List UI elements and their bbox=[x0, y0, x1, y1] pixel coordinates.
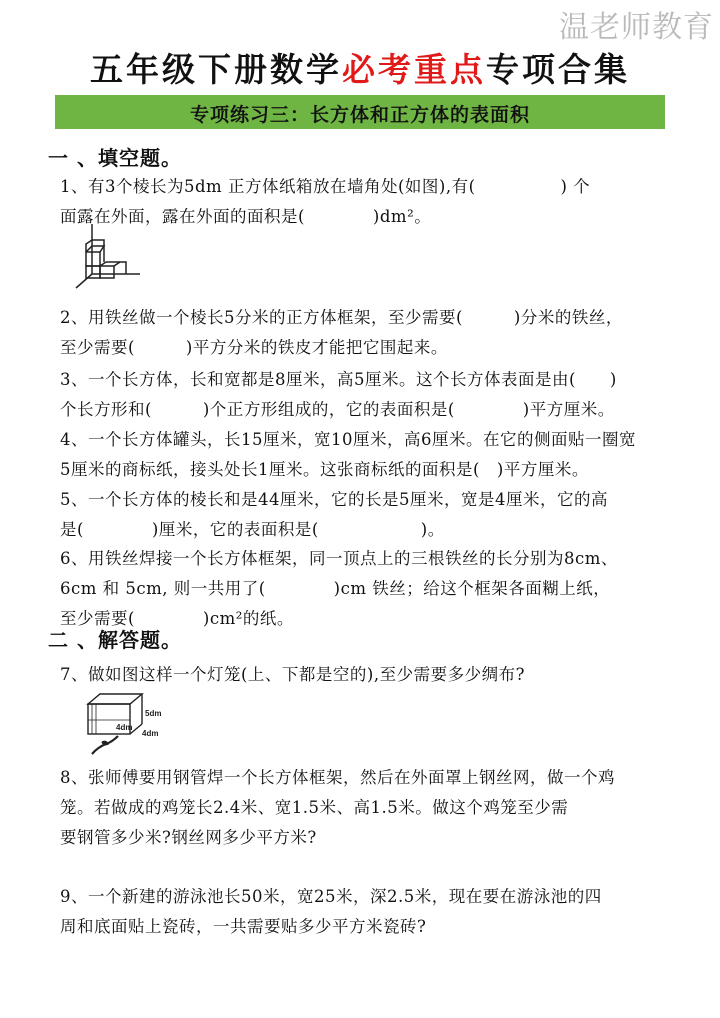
question-5-line-1: 5、一个长方体的棱长和是44厘米，它的长是5厘米，宽是4厘米，它的高 bbox=[60, 490, 608, 509]
question-6-line-3: 至少需要( )cm²的纸。 bbox=[60, 609, 294, 628]
question-3-line-1: 3、一个长方体，长和宽都是8厘米，高5厘米。这个长方体表面是由( ) bbox=[60, 370, 617, 389]
question-4-line-1: 4、一个长方体罐头，长15厘米，宽10厘米，高6厘米。在它的侧面贴一圈宽 bbox=[60, 430, 636, 449]
question-9-line-1: 9、一个新建的游泳池长50米，宽25米，深2.5米，现在要在游泳池的四 bbox=[60, 887, 602, 906]
title-part2: 专项合集 bbox=[486, 50, 630, 89]
lantern-width-label: 4dm bbox=[142, 729, 159, 738]
question-1-line-1: 1、有3个棱长为5dm 正方体纸箱放在墙角处(如图),有( ) 个 bbox=[60, 177, 591, 196]
question-9-line-2: 周和底面贴上瓷砖，一共需要贴多少平方米瓷砖? bbox=[60, 917, 427, 936]
question-1-line-2: 面露在外面，露在外面的面积是( )dm²。 bbox=[60, 207, 432, 226]
title-highlight: 必考重点 bbox=[342, 50, 486, 89]
banner-text: 专项练习三：长方体和正方体的表面积 bbox=[189, 104, 530, 126]
question-7-line-1: 7、做如图这样一个灯笼(上、下都是空的),至少需要多少绸布? bbox=[60, 665, 525, 684]
page-title bbox=[0, 44, 720, 91]
cubes-in-corner-figure bbox=[70, 222, 150, 292]
question-8-line-1: 8、张师傅要用钢管焊一个长方体框架，然后在外面罩上钢丝网，做一个鸡 bbox=[60, 768, 615, 787]
question-6-line-2: 6cm 和 5cm, 则一共用了( )cm 铁丝；给这个框架各面糊上纸， bbox=[60, 579, 611, 598]
question-8-line-3: 要钢管多少米?钢丝网多少平方米? bbox=[60, 828, 317, 847]
question-8-line-2: 笼。若做成的鸡笼长2.4米、宽1.5米、高1.5米。做这个鸡笼至少需 bbox=[60, 798, 569, 817]
section-fill-blank: 一 、填空题。 bbox=[48, 146, 182, 170]
question-7 bbox=[60, 660, 672, 690]
question-2-line-2: 至少需要( )平方分米的铁皮才能把它围起来。 bbox=[60, 338, 448, 357]
lantern-height-label: 5dm bbox=[145, 709, 162, 718]
question-9 bbox=[60, 882, 672, 942]
question-1 bbox=[60, 172, 672, 232]
question-4 bbox=[60, 425, 672, 485]
question-6-line-1: 6、用铁丝焊接一个长方体框架，同一顶点上的三根铁丝的长分别为8cm、 bbox=[60, 549, 618, 568]
question-8 bbox=[60, 763, 672, 853]
lantern-box-figure bbox=[80, 690, 180, 760]
lantern-length-label: 4dm bbox=[116, 723, 133, 732]
watermark: 温老师教育 bbox=[559, 10, 714, 45]
question-2 bbox=[60, 303, 672, 363]
question-4-line-2: 5厘米的商标纸，接头处长1厘米。这张商标纸的面积是( )平方厘米。 bbox=[60, 460, 589, 479]
topic-banner bbox=[55, 95, 665, 129]
question-2-line-1: 2、用铁丝做一个棱长5分米的正方体框架，至少需要( )分米的铁丝， bbox=[60, 308, 623, 327]
question-6 bbox=[60, 544, 672, 634]
section-solve: 二 、解答题。 bbox=[48, 628, 182, 652]
title-part1: 五年级下册数学 bbox=[90, 50, 342, 89]
question-5-line-2: 是( )厘米，它的表面积是( )。 bbox=[60, 520, 445, 539]
question-3-line-2: 个长方形和( )个正方形组成的，它的表面积是( )平方厘米。 bbox=[60, 400, 615, 419]
question-3 bbox=[60, 365, 672, 425]
question-5 bbox=[60, 485, 672, 545]
